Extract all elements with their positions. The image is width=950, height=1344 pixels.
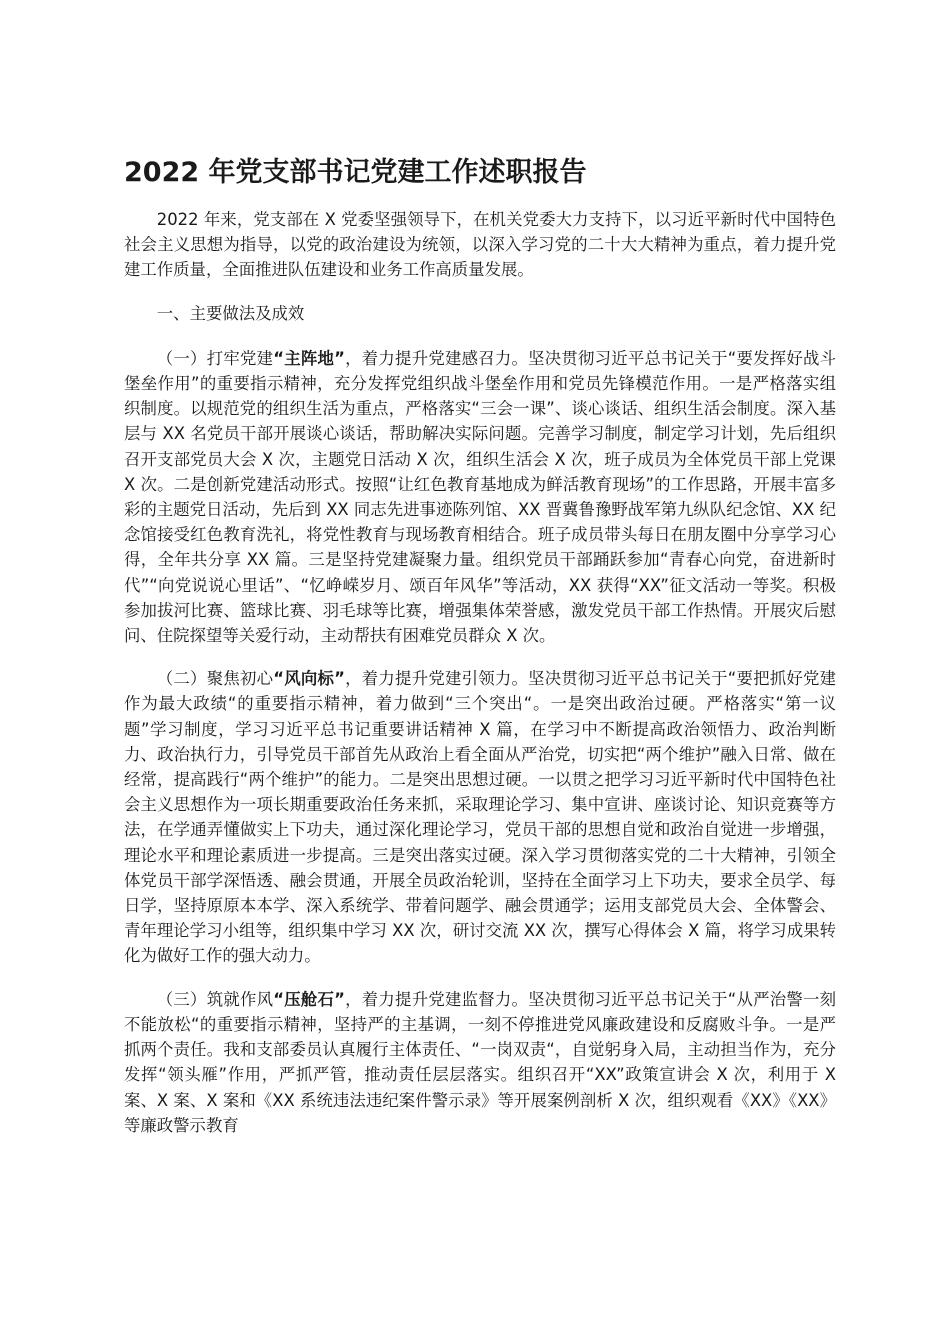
subsection-2-keyword: “风向标”: [273, 669, 345, 689]
subsection-3-keyword: “压舱石”: [273, 989, 345, 1009]
subsection-1-prefix: （一）打牢党建: [156, 348, 274, 368]
document-body: [124, 207, 836, 1156]
subsection-1-text: ，着力提升党建感召力。坚决贯彻习近平总书记关于“要发挥好战斗堡垒作用”的重要指示精神，充分发挥党组织战斗堡垒作用和党员先锋模范作用。一是严格落实组织制度。以规范党的组织生活为重点，严格落实“三会一课”、谈心谈话、组织生活会制度。深入基层与 XX 名党员干部开展谈心谈话，帮助解决实际问题。完善学习制度，制定学习计划，先后组织召开支部党员大会 X 次，主题党日活动 X 次，组织生活会 X 次，班子成员为全体党员干部上党课 X 次。二是创新党建活动形式。按照“让红色教育基地成为鲜活教育现场”的工作思路，开展丰富多彩的主题党日活动，先后到 XX 同志先进事迹陈列馆、XX 晋冀鲁豫野战军第九纵队纪念馆、XX 纪念馆接受红色教育洗礼，将党性教育与现场教育相结合。班子成员带头每日在朋友圈中分享学习心得，全年共分享 XX 篇。三是坚持党建凝聚力量。组织党员干部踊跃参加“青春心向党，奋进新时代”“向党说说心里话”、“忆峥嵘岁月、颂百年风华”等活动，XX 获得“XX”征文活动一等奖。积极参加拔河比赛、篮球比赛、羽毛球等比赛，增强集体荣誉感，激发党员干部工作热情。开展灾后慰问、住院探望等关爱行动，主动帮扶有困难党员群众 X 次。: [124, 348, 836, 646]
subsection-1-paragraph: [124, 346, 836, 648]
subsection-3-prefix: （三）筑就作风: [156, 989, 274, 1009]
subsection-2-paragraph: [124, 666, 836, 968]
subsection-3-text: ，着力提升党建监督力。坚决贯彻习近平总书记关于“从严治警一刻不能放松“的重要指示精神，坚持严的主基调，一刻不停推进党风廉政建设和反腐败斗争。一是严抓两个责任。我和支部委员认真履行主体责任、“一岗双责“，自觉躬身入局，主动担当作为，充分发挥“领头雁”作用，严抓严管，推动责任层层落实。组织召开“XX”政策宣讲会 X 次，利用于 X 案、X 案、X 案和《XX 系统违法违纪案件警示录》等开展案例剖析 X 次，组织观看《XX》《XX》等廉政警示教育: [124, 989, 836, 1135]
subsection-2-text: ，着力提升党建引领力。坚决贯彻习近平总书记关于“要把抓好党建作为最大政绩“的重要指示精神，着力做到“三个突出“。一是突出政治过硬。严格落实“第一议题”学习制度，学习习近平总书记重要讲话精神 X 篇，在学习中不断提高政治领悟力、政治判断力、政治执行力，引导党员干部首先从政治上看全面从严治党，切实把“两个维护”融入日常、做在经常，提高践行“两个维护”的能力。二是突出思想过硬。一以贯之把学习习近平新时代中国特色社会主义思想作为一项长期重要政治任务来抓，采取理论学习、集中宣讲、座谈讨论、知识竞赛等方法，在学通弄懂做实上下功夫，通过深化理论学习，党员干部的思想自觉和政治自觉进一步增强，理论水平和理论素质进一步提高。三是突出落实过硬。深入学习贯彻落实党的二十大精神，引领全体党员干部学深悟透、融会贯通，开展全员政治轮训，坚持在全面学习上下功夫，要求全员学、每日学，坚持原原本本学、深入系统学、带着问题学、融会贯通学；运用支部党员大会、全体警会、青年理论学习小组等，组织集中学习 XX 次，研讨交流 XX 次，撰写心得体会 X 篇，将学习成果转化为做好工作的强大动力。: [124, 669, 836, 966]
document-title: 2022 年党支部书记党建工作述职报告: [124, 157, 587, 188]
section-heading-main-practices: 一、主要做法及成效: [156, 303, 305, 323]
subsection-2-prefix: （二）聚焦初心: [156, 669, 274, 689]
subsection-1-keyword: “主阵地”: [273, 348, 345, 368]
intro-paragraph: 2022 年来，党支部在 X 党委坚强领导下，在机关党委大力支持下，以习近平新时代中国特色社会主义思想为指导，以党的政治建设为统领，以深入学习党的二十大大精神为重点，着力提升党建工作质量，全面推进队伍建设和业务工作高质量发展。: [124, 210, 836, 280]
subsection-3-paragraph: [124, 987, 836, 1138]
